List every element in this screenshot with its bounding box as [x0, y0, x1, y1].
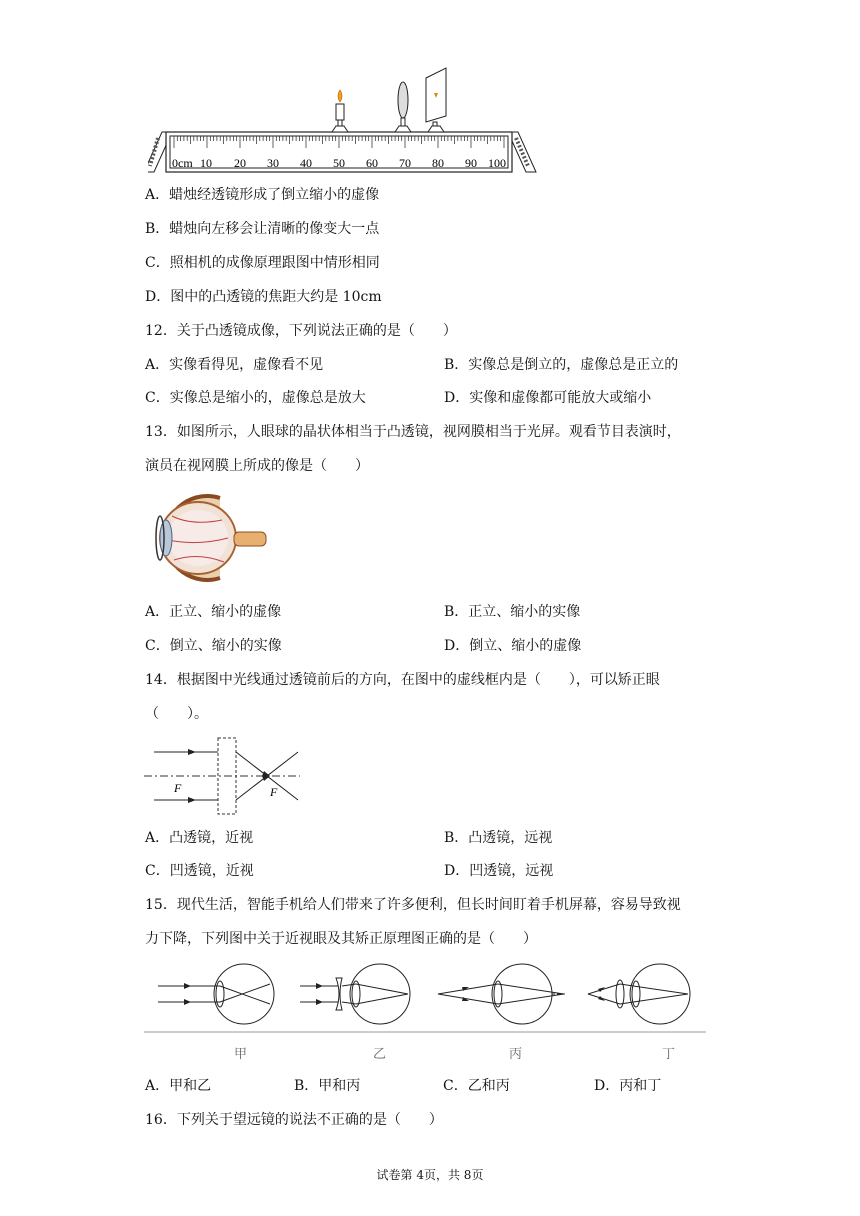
option-b: B．甲和丙	[294, 1078, 361, 1094]
ruler-label: 80	[432, 156, 444, 170]
focal-point-label: F	[270, 785, 278, 799]
option-c: C．照相机的成像原理跟图中情形相同	[145, 255, 380, 271]
option-d: D．图中的凸透镜的焦距大约是 10cm	[145, 289, 382, 305]
ruler-label: 40	[300, 156, 312, 170]
ruler-label: 50	[333, 156, 345, 170]
option-d: D．实像和虚像都可能放大或缩小	[444, 390, 652, 406]
option-a: A．甲和乙	[145, 1078, 212, 1094]
page-footer: 试卷第 4页，共 8页	[376, 1168, 484, 1182]
question-12-stem: 12．关于凸透镜成像，下列说法正确的是（ ）	[145, 323, 457, 339]
ruler-label: 10	[200, 156, 212, 170]
diagram-bing	[438, 964, 566, 1024]
option-b: B．凸透镜，远视	[444, 830, 553, 846]
ruler-label: 70	[399, 156, 411, 170]
option-d: D．倒立、缩小的虚像	[444, 638, 582, 654]
question-13-stem-line2: 演员在视网膜上所成的像是（ ）	[145, 458, 369, 474]
question-16-stem: 16．下列关于望远镜的说法不正确的是（ ）	[145, 1112, 443, 1128]
option-a: A．正立、缩小的虚像	[145, 604, 282, 620]
question-14-stem-line2: （ ）。	[145, 706, 208, 722]
option-c: C．凹透镜，近视	[145, 863, 254, 879]
question-13-stem-line1: 13．如图所示，人眼球的晶状体相当于凸透镜，视网膜相当于光屏。观看节目表演时，	[145, 424, 681, 440]
ruler-label: 90	[465, 156, 477, 170]
convex-lens	[395, 82, 411, 132]
option-a: A．凸透镜，近视	[145, 830, 254, 846]
caption-jia: 甲	[234, 1047, 248, 1062]
caption-bing: 丙	[509, 1047, 523, 1062]
ruler-label: 0cm	[172, 156, 193, 170]
ruler-label: 30	[267, 156, 279, 170]
caption-ding: 丁	[662, 1047, 676, 1062]
option-c: C．倒立、缩小的实像	[145, 638, 282, 654]
option-b: B．实像总是倒立的，虚像总是正立的	[444, 357, 679, 373]
candle	[332, 90, 348, 132]
option-a: A．实像看得见，虚像看不见	[145, 357, 324, 373]
question-14-stem-line1: 14．根据图中光线通过透镜前后的方向，在图中的虚线框内是（ ），可以矫正眼	[145, 672, 660, 688]
question-15-stem-line2: 力下降，下列图中关于近视眼及其矫正原理图正确的是（ ）	[145, 931, 537, 947]
option-c: C．实像总是缩小的，虚像总是放大	[145, 390, 366, 406]
diagram-jia	[158, 964, 274, 1024]
lens-ray-diagram	[142, 734, 302, 816]
ruler-label: 20	[234, 156, 246, 170]
option-d: D．丙和丁	[594, 1078, 662, 1094]
option-a: A．蜡烛经透镜形成了倒立缩小的虚像	[145, 187, 380, 203]
ruler-label: 100	[488, 156, 506, 170]
option-b: B．蜡烛向左移会让清晰的像变大一点	[145, 221, 380, 237]
diagram-yi	[300, 964, 410, 1024]
caption-yi: 乙	[373, 1047, 387, 1062]
option-b: B．正立、缩小的实像	[444, 604, 581, 620]
option-c: C．乙和丙	[443, 1078, 510, 1094]
optical-bench-figure	[148, 66, 538, 178]
light-screen	[426, 68, 446, 132]
question-15-stem-line1: 15．现代生活，智能手机给人们带来了许多便利，但长时间盯着手机屏幕，容易导致视	[145, 897, 681, 913]
eyeball-figure	[150, 486, 270, 586]
diagram-ding	[588, 964, 690, 1024]
option-d: D．凹透镜，远视	[444, 863, 554, 879]
focal-point-label: F	[174, 781, 182, 795]
ruler-label: 60	[366, 156, 378, 170]
eye-correction-diagrams	[144, 960, 706, 1034]
